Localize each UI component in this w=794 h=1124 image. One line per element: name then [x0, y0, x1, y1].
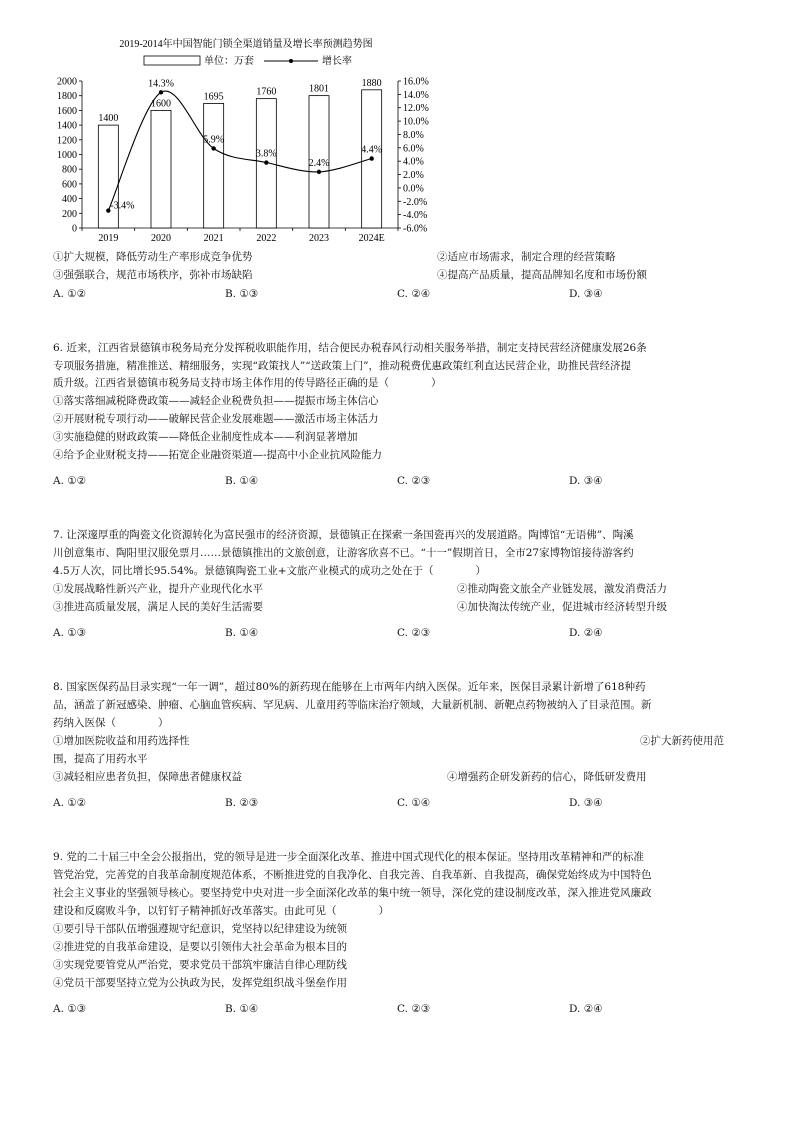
- q6-stem-line-3: 质升级。江西省景德镇市税务局支持市场主体作用的传导路径正确的是（ ）: [53, 377, 442, 389]
- q8-option-4: ④增强药企研发新药的信心，降低研发费用: [447, 771, 647, 783]
- q5-option-2: ②适应市场需求，制定合理的经营策略: [437, 251, 616, 263]
- y-tick-label: 1400: [57, 120, 77, 132]
- q6-option-3: ③实施稳健的财政政策——降低企业制度性成本——利润显著增加: [53, 431, 358, 443]
- q7-answer-d[interactable]: D. ②④: [569, 627, 603, 639]
- q6-answer-a[interactable]: A. ①②: [53, 475, 87, 487]
- q8-option-2-cont: 围，提高了用药水平: [53, 753, 148, 765]
- q6-stem-line-1: 6. 近来，江西省景德镇市税务局充分发挥税收职能作用，结合便民办税春风行动相关服务举措，制定支持民营经济健康发展26条: [53, 342, 647, 354]
- growth-point: [159, 90, 163, 94]
- q9-stem-line-2: 管党治党，完善党的自我革命制度规范体系，不断推进党的自我净化、自我完善、自我革新、自我提高，确保党始终成为中国特色: [53, 869, 652, 881]
- growth-point: [317, 170, 321, 174]
- q9-stem-line-1: 9. 党的二十届三中全会公报指出，党的领导是进一步全面深化改革、推进中国式现代化的根本保证。坚持用改革精神和严的标准: [53, 851, 644, 863]
- q5-option-1: ①扩大规模，降低劳动生产率形成竞争优势: [53, 251, 253, 263]
- legend-line-label: 增长率: [322, 56, 352, 67]
- bar-value-label: 1760: [256, 86, 277, 98]
- chart-title: 2019-2014年中国智能门锁全渠道销量及增长率预测趋势图: [119, 39, 373, 50]
- y-tick-label: 1800: [57, 91, 77, 103]
- y-tick-label: 400: [62, 194, 77, 206]
- y2-tick-label: 8.0%: [403, 129, 424, 141]
- y-tick-label: 1200: [57, 135, 77, 147]
- q8-answer-a[interactable]: A. ①②: [53, 797, 87, 809]
- y2-tick-label: -4.0%: [403, 210, 428, 222]
- y2-tick-label: 4.0%: [403, 156, 424, 168]
- y2-tick-label: -6.0%: [403, 223, 428, 235]
- q7-stem-line-3: 4.5万人次，同比增长95.54%。景德镇陶瓷工业+文旅产业模式的成功之处在于（ ）: [53, 565, 487, 577]
- q8-stem-line-1: 8. 国家医保药品目录实现“一年一调”，超过80%的新药现在能够在上市两年内纳入医保。近年来，医保目录累计新增了618种药: [53, 681, 646, 693]
- q6-option-4: ④给予企业财税支持——拓宽企业融资渠道—-提高中小企业抗风险能力: [53, 449, 383, 461]
- bar-value-label: 1801: [309, 83, 329, 95]
- q5-answer-d[interactable]: D. ③④: [569, 288, 603, 300]
- q9-answer-c[interactable]: C. ②③: [397, 1003, 431, 1015]
- q7-answer-c[interactable]: C. ②③: [397, 627, 431, 639]
- q6-option-1: ①落实落细减税降费政策——减轻企业税费负担——提振市场主体信心: [53, 395, 379, 407]
- y-tick-label: 600: [62, 179, 77, 191]
- q9-answer-b[interactable]: B. ①④: [225, 1003, 259, 1015]
- growth-point: [211, 146, 215, 150]
- y2-tick-label: 10.0%: [403, 116, 429, 128]
- x-tick-label: 2024E: [358, 233, 385, 244]
- q9-answer-d[interactable]: D. ②④: [569, 1003, 603, 1015]
- legend-bar-swatch: [144, 56, 200, 65]
- x-tick-label: 2022: [256, 233, 277, 244]
- chart-growth-line: [106, 78, 382, 212]
- growth-value-label: 14.3%: [148, 78, 174, 90]
- q8-option-2: ②扩大新药使用范: [640, 735, 724, 747]
- y-tick-label: 1600: [57, 105, 77, 117]
- bar-value-label: 1400: [98, 113, 119, 125]
- growth-value-label: 2.4%: [308, 157, 330, 169]
- q8-answer-b[interactable]: B. ②③: [225, 797, 259, 809]
- x-tick-label: 2019: [98, 233, 119, 244]
- q8-stem-line-2: 品，涵盖了新冠感染、肿瘤、心脑血管疾病、罕见病、儿童用药等临床治疗领域，大量新机制、新靶点药物被纳入了目录范围。新: [53, 699, 652, 711]
- q8-answer-c[interactable]: C. ①④: [397, 797, 431, 809]
- y2-tick-label: 14.0%: [403, 89, 429, 101]
- q7-option-1: ①发展战略性新兴产业，提升产业现代化水平: [53, 583, 263, 595]
- q8-option-1: ①增加医院收益和用药选择性: [53, 735, 190, 747]
- q8-stem-line-3: 药纳入医保（ ）: [53, 717, 169, 729]
- y-tick-label: 1000: [57, 150, 77, 161]
- q7-stem-line-1: 7. 让深邃厚重的陶瓷文化资源转化为富民强市的经济资源，景德镇正在探索一条国瓷再兴的发展道路。陶博馆“无语佛”、陶溪: [53, 529, 634, 541]
- q6-answer-b[interactable]: B. ①④: [225, 475, 259, 487]
- q7-option-3: ③推进高质量发展，满足人民的美好生活需要: [53, 601, 263, 613]
- q7-stem-line-2: 川创意集市、陶阳里汉服免票月……景德镇推出的文旅创意，让游客欣喜不已。“十一”假期首日，全市27家博物馆接待游客约: [53, 547, 634, 559]
- q6-answer-c[interactable]: C. ②③: [397, 475, 431, 487]
- q5-answer-b[interactable]: B. ①③: [225, 288, 259, 300]
- growth-value-label: 3.8%: [255, 148, 277, 160]
- growth-value-label: 5.9%: [203, 134, 225, 146]
- chart-bars: [98, 78, 381, 228]
- legend-bar-label: 单位：万套: [204, 56, 254, 67]
- bar-value-label: 1880: [361, 77, 382, 89]
- growth-point: [369, 156, 373, 160]
- x-tick-label: 2021: [203, 233, 224, 244]
- q9-option-4: ④党员干部要坚持立党为公执政为民，发挥党组织战斗堡垒作用: [53, 977, 347, 989]
- growth-value-label: -3.4%: [110, 200, 135, 212]
- growth-line-path: [108, 91, 371, 211]
- y-tick-label: 0: [72, 223, 77, 235]
- y2-tick-label: 2.0%: [403, 170, 424, 182]
- bar: [151, 110, 171, 228]
- bar-value-label: 1600: [151, 98, 171, 110]
- y2-tick-label: 0.0%: [403, 183, 424, 195]
- q5-option-4: ④提高产品质量，提高品牌知名度和市场份额: [437, 269, 647, 281]
- growth-value-label: 4.4%: [361, 144, 383, 156]
- q7-option-4: ④加快淘汰传统产业，促进城市经济转型升级: [457, 601, 667, 613]
- legend-line-marker: [289, 59, 293, 63]
- y2-tick-label: 16.0%: [403, 76, 429, 88]
- y-tick-label: 200: [62, 208, 77, 220]
- growth-point: [264, 160, 268, 164]
- q7-answer-a[interactable]: A. ①③: [53, 627, 87, 639]
- q6-option-2: ②开展财税专项行动——破解民营企业发展难题——激活市场主体活力: [53, 413, 379, 425]
- x-tick-label: 2020: [151, 233, 171, 244]
- y2-tick-label: 12.0%: [403, 103, 429, 115]
- q9-option-3: ③实现党要管党从严治党，要求党员干部筑牢廉洁自律心理防线: [53, 959, 347, 971]
- bar-value-label: 1695: [203, 91, 224, 103]
- q9-stem-line-3: 社会主义事业的坚强领导核心。要坚持党中央对进一步全面深化改革的集中统一领导，深化党的建设制度改革，深入推进党风廉政: [53, 887, 652, 899]
- q6-stem-line-2: 专项服务措施，精准推送、精细服务，实现“政策找人”“送政策上门”，推动税费优惠政策红利直达民营企业，助推民营经济提: [53, 360, 631, 372]
- q7-answer-b[interactable]: B. ①④: [225, 627, 259, 639]
- y-tick-label: 800: [62, 164, 77, 176]
- q8-option-3: ③减轻相应患者负担，保障患者健康权益: [53, 771, 242, 783]
- bar: [204, 103, 224, 228]
- q9-stem-line-4: 建设和反腐败斗争，以钉钉子精神抓好改革落实。由此可见（ ）: [53, 905, 389, 917]
- q7-option-2: ②推动陶瓷文旅全产业链发展，激发消费活力: [457, 583, 667, 595]
- q5-answer-c[interactable]: C. ②④: [397, 288, 431, 300]
- y-tick-label: 2000: [57, 76, 77, 88]
- q5-answer-a[interactable]: A. ①②: [53, 288, 87, 300]
- q9-option-1: ①要引导干部队伍增强遵规守纪意识，党坚持以纪律建设为统领: [53, 923, 347, 935]
- sales-growth-chart: [0, 30, 794, 280]
- q8-answer-d[interactable]: D. ③④: [569, 797, 603, 809]
- q5-option-3: ③强强联合，规范市场秩序，弥补市场缺陷: [53, 269, 253, 281]
- y2-tick-label: -2.0%: [403, 196, 428, 208]
- y2-tick-label: 6.0%: [403, 143, 424, 155]
- q9-answer-a[interactable]: A. ①③: [53, 1003, 87, 1015]
- x-tick-label: 2023: [309, 233, 329, 244]
- q9-option-2: ②推进党的自我革命建设，是要以引领伟大社会革命为根本目的: [53, 941, 347, 953]
- q6-answer-d[interactable]: D. ③④: [569, 475, 603, 487]
